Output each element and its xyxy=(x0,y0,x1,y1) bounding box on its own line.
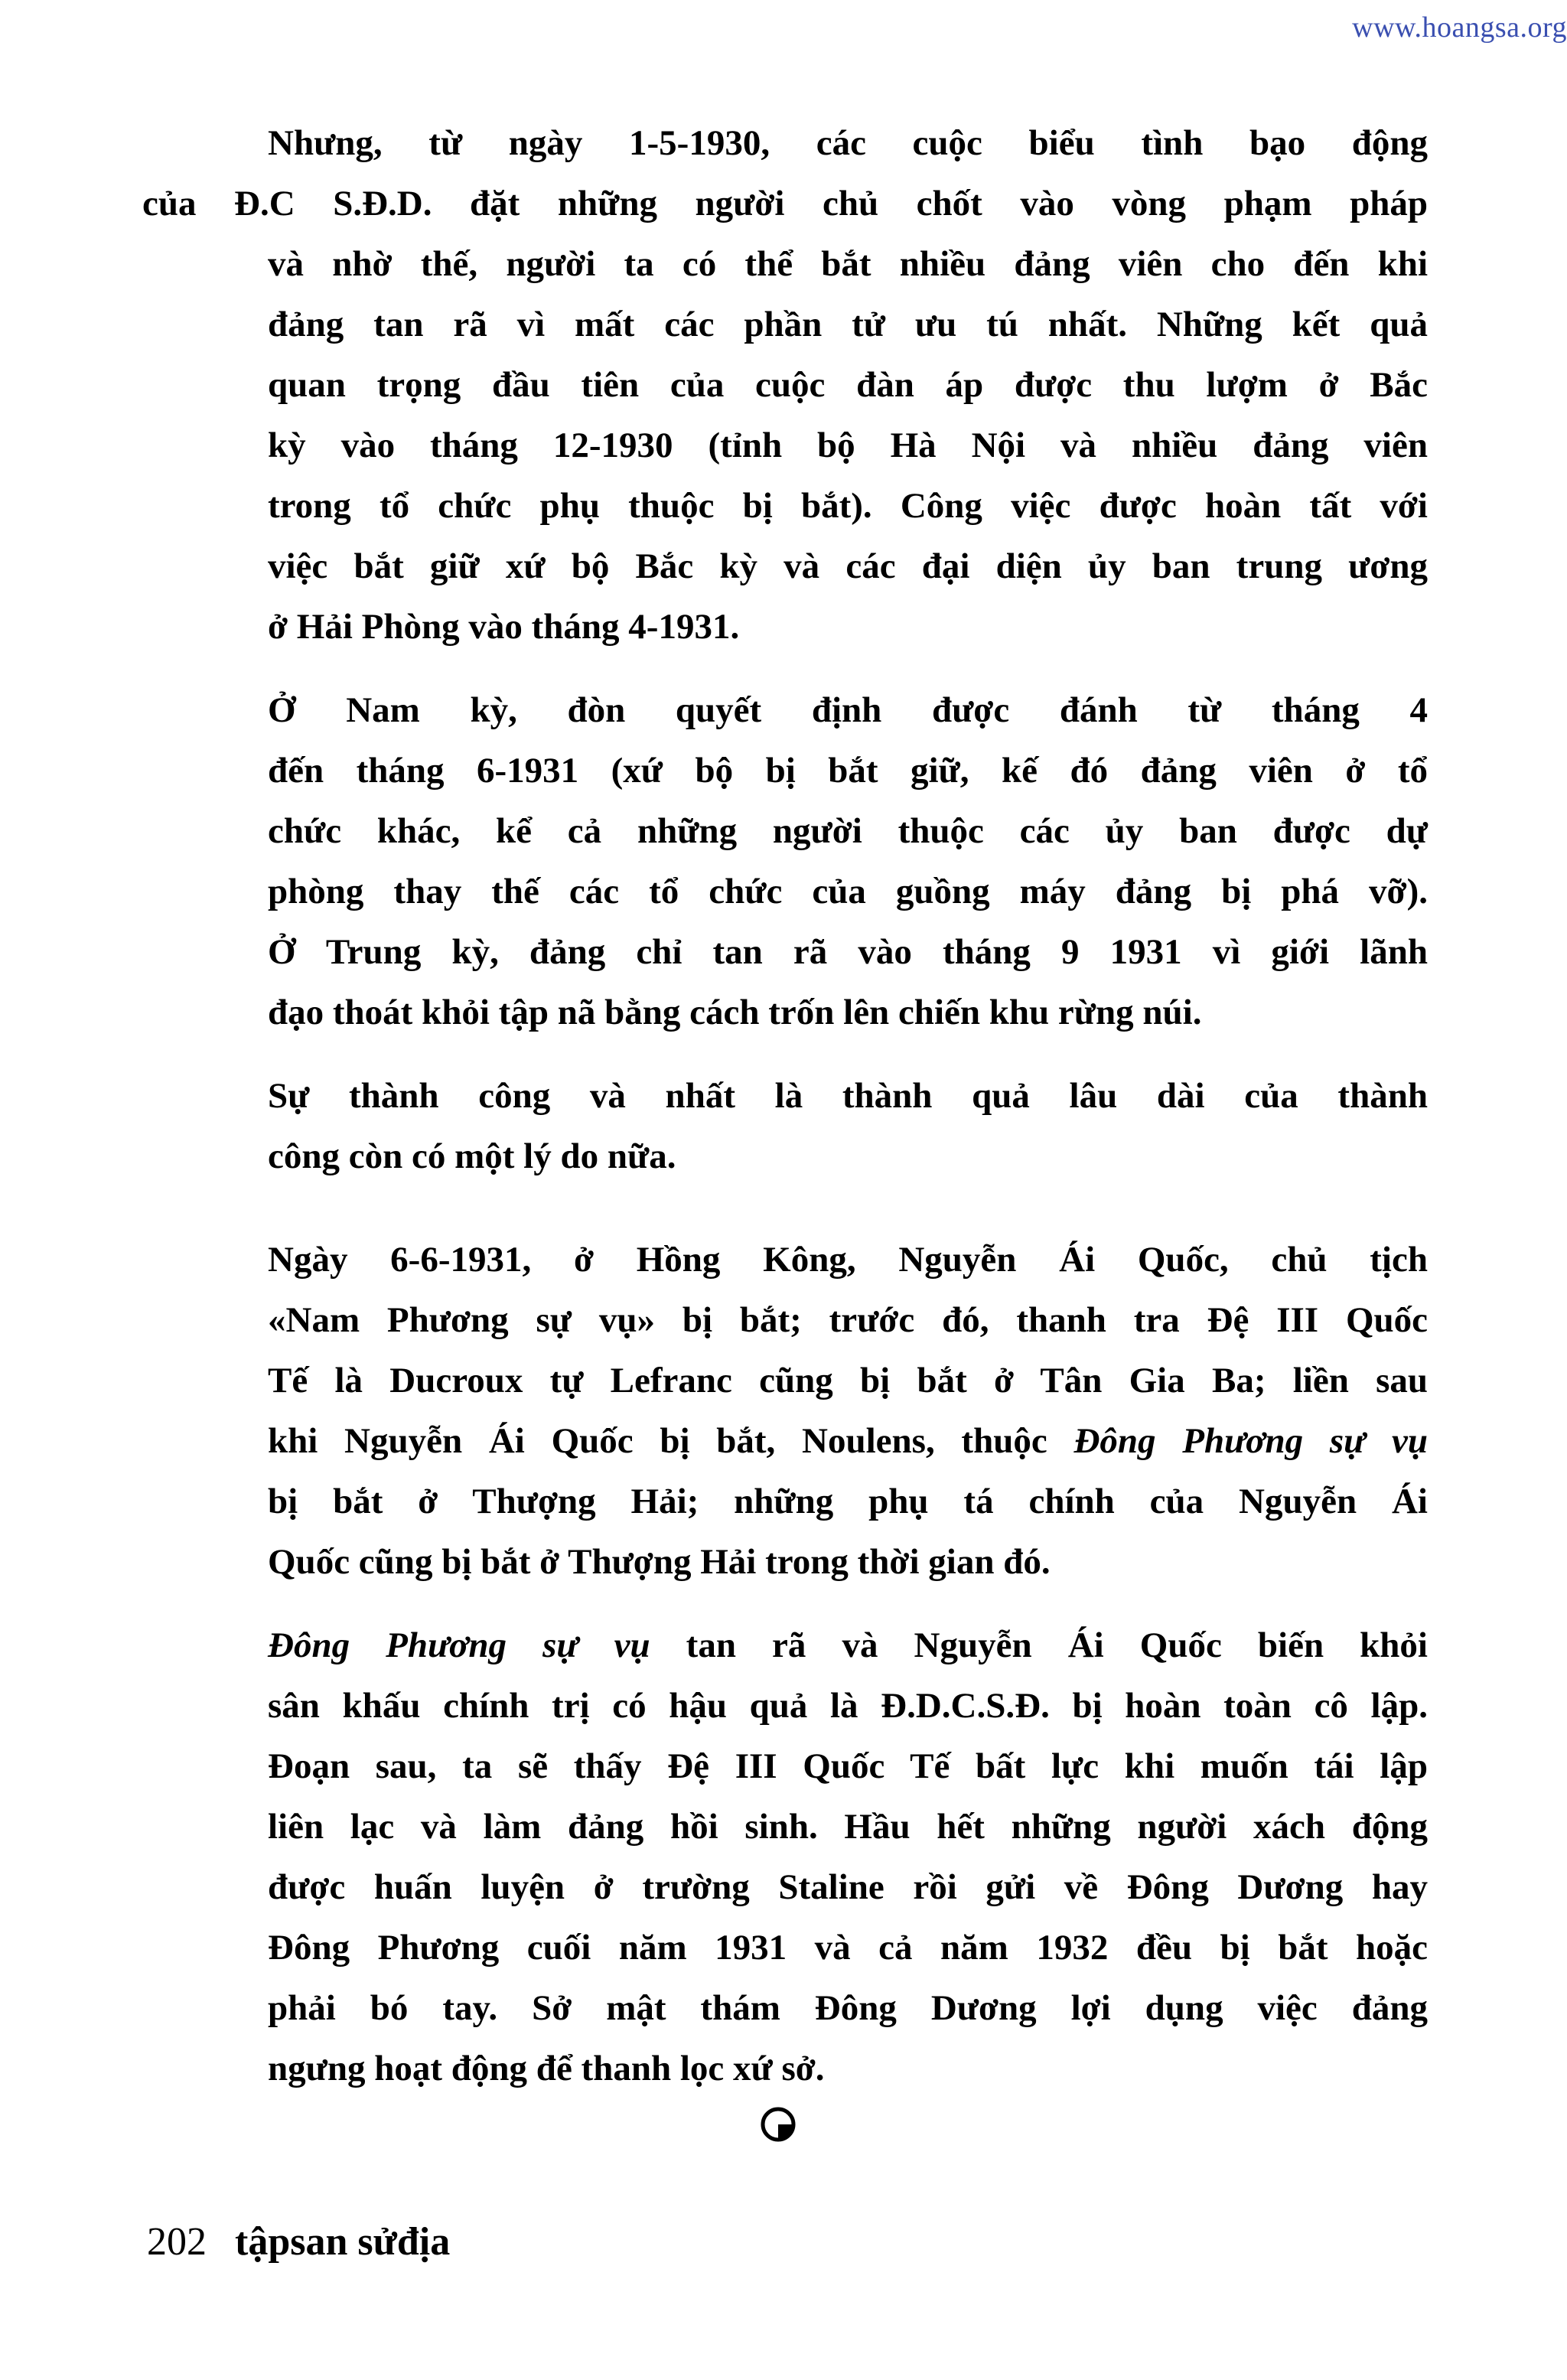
paragraph-1 xyxy=(142,113,1428,657)
page-number: 202 xyxy=(147,2220,207,2264)
text-line: phòng thay thế các tổ chức của guồng máy đảng bị phá vỡ). xyxy=(268,872,1428,911)
text-line: Ở Trung kỳ, đảng chỉ tan rã vào tháng 9 1931 vì giới lãnh xyxy=(268,932,1428,972)
text-line: ngưng hoạt động để thanh lọc xứ sở. xyxy=(268,2049,825,2088)
text-line: được huấn luyện ở trường Staline rồi gửi về Đông Dương hay xyxy=(268,1867,1428,1907)
text-line: kỳ vào tháng 12-1930 (tỉnh bộ Hà Nội và nhiều đảng viên xyxy=(268,425,1428,465)
text-line: Quốc cũng bị bắt ở Thượng Hải trong thời gian đó. xyxy=(268,1542,1051,1582)
text-line: «Nam Phương sự vụ» bị bắt; trước đó, thanh tra Đệ III Quốc xyxy=(268,1300,1428,1340)
paragraph-4 xyxy=(142,1230,1428,1593)
text-line: Sự thành công và nhất là thành quả lâu dài của thành xyxy=(268,1076,1428,1116)
text-line: phải bó tay. Sở mật thám Đông Dương lợi dụng việc đảng xyxy=(268,1988,1428,2028)
publication-name: tậpsan sửđịa xyxy=(235,2220,451,2264)
page-footer xyxy=(147,2219,450,2264)
text-line: và nhờ thế, người ta có thể bắt nhiều đảng viên cho đến khi xyxy=(268,244,1428,284)
paragraph-3 xyxy=(142,1066,1428,1187)
article-body xyxy=(142,113,1428,2099)
text-line: Đông Phương sự vụ tan rã và Nguyễn Ái Quốc biến khỏi xyxy=(268,1625,1428,1665)
text-line: Đoạn sau, ta sẽ thấy Đệ III Quốc Tế bất lực khi muốn tái lập xyxy=(268,1746,1428,1786)
text-line: của Đ.C S.Đ.D. đặt những người chủ chốt vào vòng phạm pháp xyxy=(142,184,1428,223)
text-line: Tế là Ducroux tự Lefranc cũng bị bắt ở Tân Gia Ba; liền sau xyxy=(268,1361,1428,1400)
text-line: Ở Nam kỳ, đòn quyết định được đánh từ tháng 4 xyxy=(268,690,1428,730)
text-line: việc bắt giữ xứ bộ Bắc kỳ và các đại diện ủy ban trung ương xyxy=(268,546,1428,586)
text-line: khi Nguyễn Ái Quốc bị bắt, Noulens, thuộc Đông Phương sự vụ xyxy=(268,1421,1428,1461)
text-line: liên lạc và làm đảng hồi sinh. Hầu hết những người xách động xyxy=(268,1807,1428,1847)
text-line: quan trọng đầu tiên của cuộc đàn áp được thu lượm ở Bắc xyxy=(268,365,1428,405)
text-line: sân khấu chính trị có hậu quả là Đ.D.C.S.Đ. bị hoàn toàn cô lập. xyxy=(268,1686,1428,1726)
text-line: công còn có một lý do nữa. xyxy=(268,1136,676,1176)
text-line: Nhưng, từ ngày 1-5-1930, các cuộc biểu tình bạo động xyxy=(268,123,1428,163)
text-line: trong tổ chức phụ thuộc bị bắt). Công việc được hoàn tất với xyxy=(268,486,1428,526)
text-line: Đông Phương cuối năm 1931 và cả năm 1932 đều bị bắt hoặc xyxy=(268,1928,1428,1968)
text-line: ở Hải Phòng vào tháng 4-1931. xyxy=(268,607,740,647)
text-line: đạo thoát khỏi tập nã bằng cách trốn lên chiến khu rừng núi. xyxy=(268,993,1202,1032)
paragraph-2 xyxy=(142,680,1428,1043)
text-line: đảng tan rã vì mất các phần tử ưu tú nhất. Những kết quả xyxy=(268,305,1428,344)
text-line: bị bắt ở Thượng Hải; những phụ tá chính của Nguyễn Ái xyxy=(268,1482,1428,1521)
text-line: Ngày 6-6-1931, ở Hồng Kông, Nguyễn Ái Quốc, chủ tịch xyxy=(268,1240,1428,1280)
text-line: đến tháng 6-1931 (xứ bộ bị bắt giữ, kế đó đảng viên ở tổ xyxy=(268,751,1428,791)
watermark-url: www.hoangsa.org xyxy=(1352,11,1567,44)
text-line: chức khác, kể cả những người thuộc các ủy ban được dự xyxy=(268,811,1428,851)
section-end-ornament-icon xyxy=(760,2106,797,2143)
paragraph-5 xyxy=(142,1615,1428,2099)
